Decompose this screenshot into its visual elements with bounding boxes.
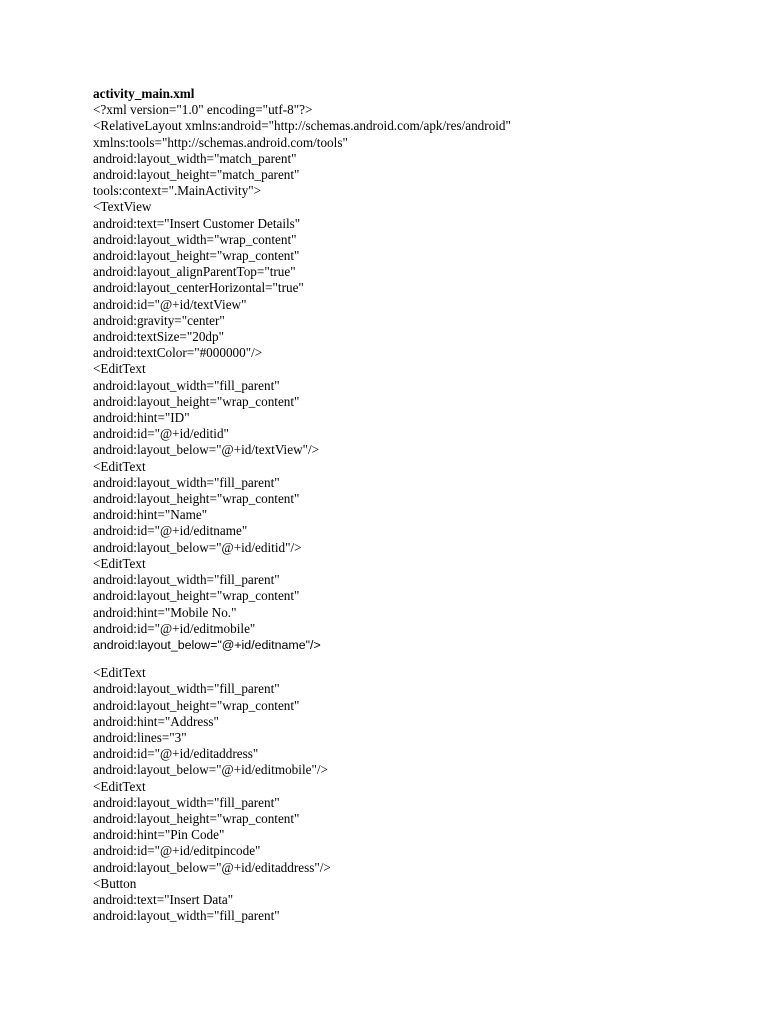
document-page [93, 86, 733, 924]
code-line: android:id="@+id/editname" [93, 523, 248, 539]
code-line: android:layout_width="match_parent" [93, 150, 297, 166]
code-line: android:layout_height="match_parent" [93, 167, 300, 183]
code-line: android:layout_width="fill_parent" [93, 474, 280, 490]
code-line: android:id="@+id/textView" [93, 296, 247, 312]
code-line: android:layout_below="@+id/editid"/> [93, 539, 302, 555]
code-line: tools:context=".MainActivity"> [93, 183, 262, 199]
code-line: android:layout_width="fill_parent" [93, 794, 280, 810]
code-line: android:hint="Mobile No." [93, 604, 237, 620]
code-line: <EditText [93, 361, 146, 377]
document-title: activity_main.xml [93, 86, 195, 101]
code-line: android:textSize="20dp" [93, 329, 225, 345]
code-line: <RelativeLayout xmlns:android="http://schemas.android.com/apk/res/android" [93, 118, 511, 134]
code-line: <EditText [93, 458, 146, 474]
code-line: android:id="@+id/editaddress" [93, 746, 259, 762]
code-line: android:layout_width="fill_parent" [93, 377, 280, 393]
code-line: android:hint="Address" [93, 713, 219, 729]
code-line: <EditText [93, 665, 146, 681]
code-line: android:layout_height="wrap_content" [93, 588, 300, 604]
code-line: android:layout_below="@+id/textView"/> [93, 442, 320, 458]
paragraph-gap [93, 653, 733, 665]
code-line: android:id="@+id/editpincode" [93, 843, 261, 859]
code-line: android:lines="3" [93, 729, 187, 745]
code-line: android:layout_height="wrap_content" [93, 697, 300, 713]
code-section-1 [93, 102, 733, 637]
code-line: android:layout_width="fill_parent" [93, 681, 280, 697]
code-line: <TextView [93, 199, 152, 215]
code-line: android:textColor="#000000"/> [93, 345, 263, 361]
code-line: android:layout_below="@+id/editname"/> [93, 637, 321, 652]
code-line: android:text="Insert Data" [93, 891, 234, 907]
code-line: android:layout_width="fill_parent" [93, 908, 280, 924]
code-line: android:hint="Name" [93, 507, 208, 523]
code-line: android:id="@+id/editmobile" [93, 620, 256, 636]
code-line: xmlns:tools="http://schemas.android.com/tools" [93, 134, 348, 150]
code-line: android:layout_centerHorizontal="true" [93, 280, 304, 296]
code-line: android:layout_width="wrap_content" [93, 231, 297, 247]
code-line: android:gravity="center" [93, 312, 225, 328]
code-line: android:layout_width="fill_parent" [93, 572, 280, 588]
code-line: android:hint="ID" [93, 410, 190, 426]
code-line: android:layout_height="wrap_content" [93, 248, 300, 264]
code-line: <Button [93, 875, 137, 891]
code-line: android:id="@+id/editid" [93, 426, 229, 442]
code-line: <?xml version="1.0" encoding="utf-8"?> [93, 102, 313, 118]
code-line: android:hint="Pin Code" [93, 827, 225, 843]
code-line: <EditText [93, 778, 146, 794]
code-line: android:layout_height="wrap_content" [93, 393, 300, 409]
code-section-2 [93, 665, 733, 924]
code-line: android:layout_below="@+id/editmobile"/> [93, 762, 328, 778]
code-line: android:layout_height="wrap_content" [93, 810, 300, 826]
code-line: <EditText [93, 555, 146, 571]
code-line: android:layout_alignParentTop="true" [93, 264, 296, 280]
code-line: android:text="Insert Customer Details" [93, 215, 301, 231]
code-line: android:layout_height="wrap_content" [93, 491, 300, 507]
code-line: android:layout_below="@+id/editaddress"/> [93, 859, 331, 875]
